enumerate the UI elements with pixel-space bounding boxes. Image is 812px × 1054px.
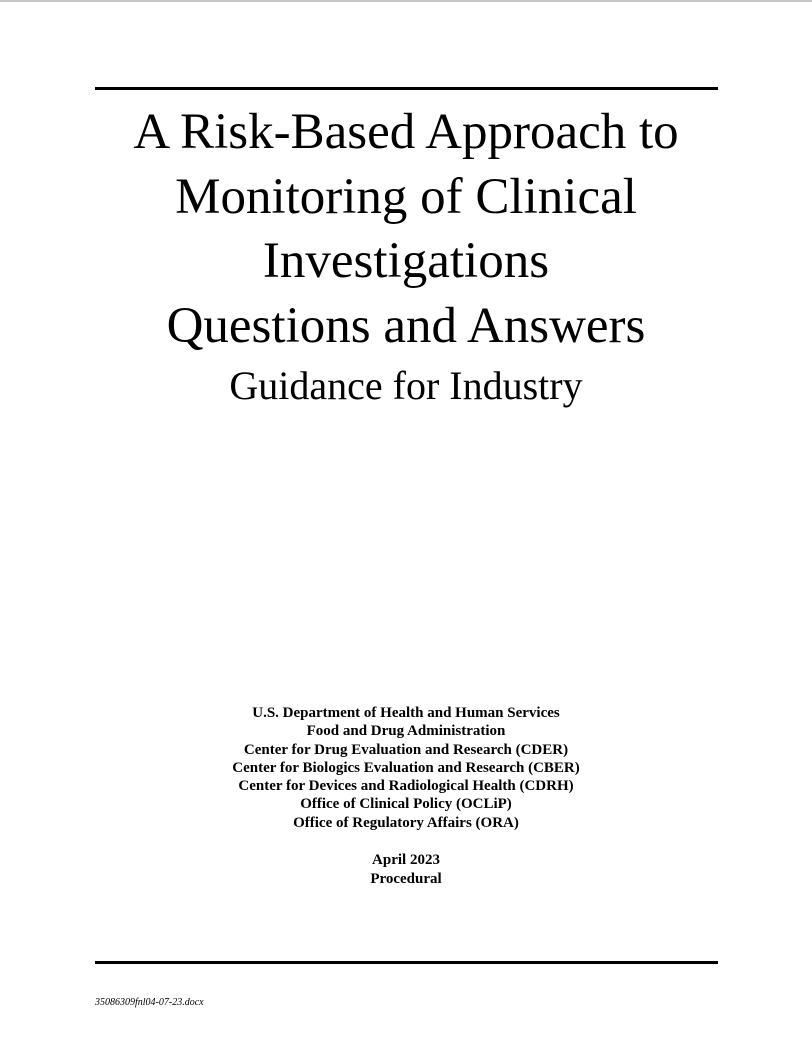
document-title-line: Monitoring of Clinical (175, 168, 637, 225)
agency-line: Center for Drug Evaluation and Research (CDER) (243, 741, 569, 758)
document-category: Procedural (370, 871, 442, 887)
document-subtitle: Guidance for Industry (229, 363, 583, 408)
agency-line: U.S. Department of Health and Human Services (252, 705, 560, 721)
title-block (60, 100, 752, 414)
document-title-line: A Risk-Based Approach to (133, 104, 679, 160)
publication-info (106, 851, 706, 889)
publication-date: April 2023 (372, 852, 440, 868)
page-top-border (0, 0, 812, 2)
issuing-agencies (106, 704, 706, 832)
agency-line: Food and Drug Administration (306, 723, 506, 740)
document-title-line: Questions and Answers (166, 297, 646, 354)
agency-line: Center for Biologics Evaluation and Research (CBER) (232, 759, 580, 776)
document-file-id: 35086309fnl04-07-23.docx (95, 997, 204, 1008)
agency-line: Office of Clinical Policy (OCLiP) (300, 796, 512, 813)
document-title-line: Investigations (262, 233, 550, 289)
agency-line: Center for Devices and Radiological Health (CDRH) (238, 778, 574, 795)
bottom-horizontal-rule (95, 961, 718, 964)
agency-line: Office of Regulatory Affairs (ORA) (293, 814, 519, 831)
top-horizontal-rule (95, 87, 718, 90)
